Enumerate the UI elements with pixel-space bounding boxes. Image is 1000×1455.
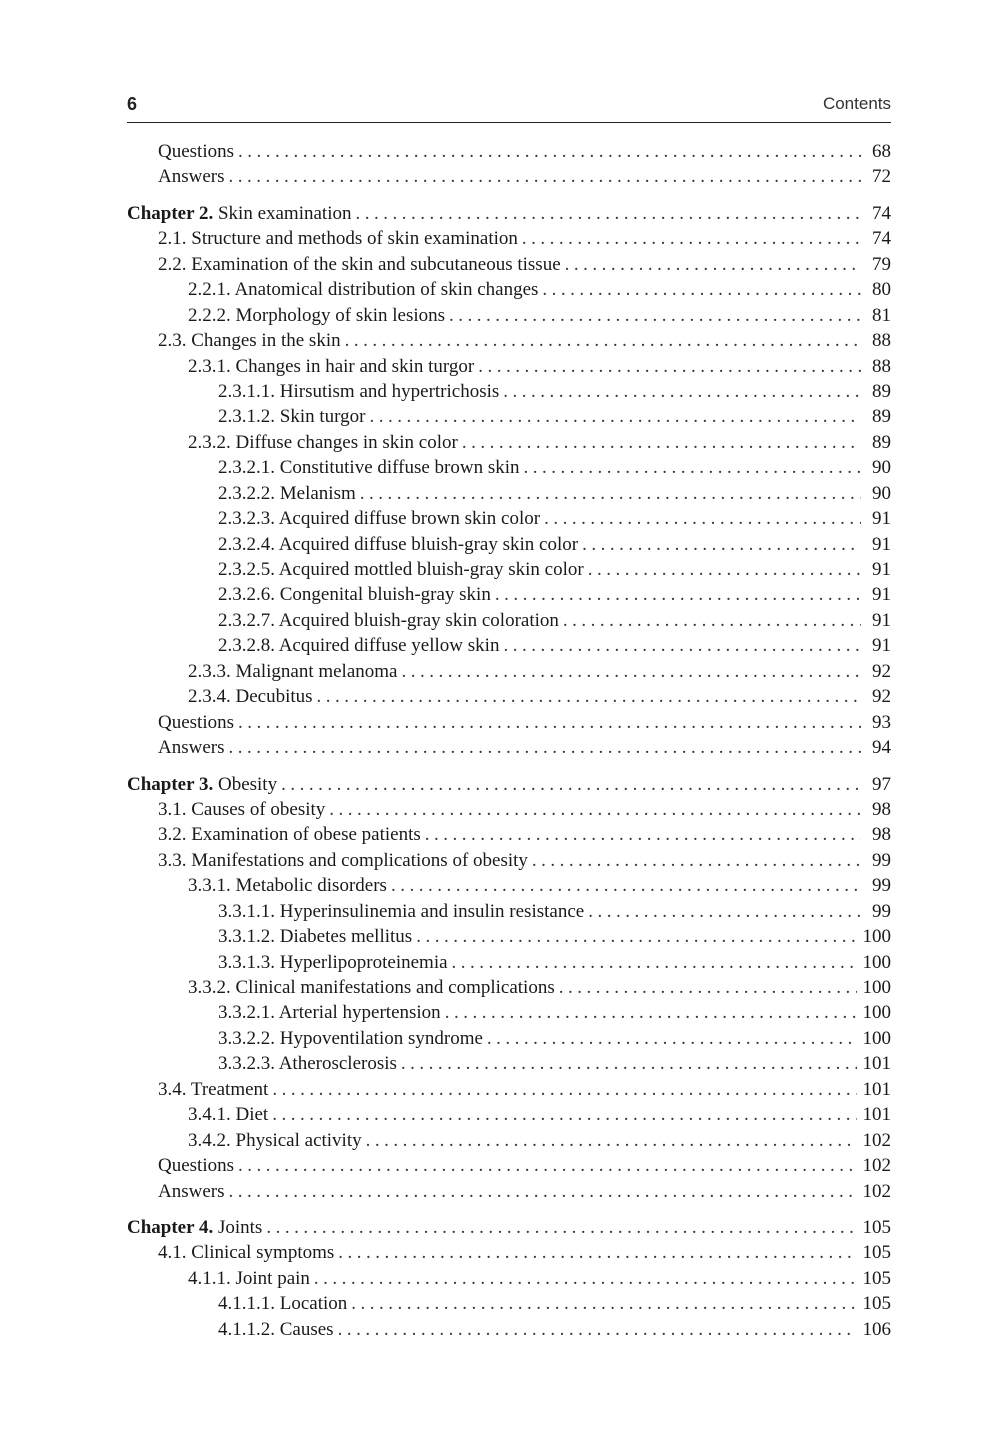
dot-leader: [588, 899, 861, 924]
toc-page-number: 74: [872, 228, 891, 250]
toc-entry[interactable]: [127, 582, 891, 607]
page-header: [127, 92, 891, 123]
toc-entry-title: 2.3.2.1. Constitutive diffuse brown skin: [218, 457, 520, 479]
dot-leader: [351, 1291, 856, 1316]
toc-entry-label: [158, 822, 421, 847]
toc-page-number: 98: [872, 824, 891, 846]
toc-page-number: 100: [862, 1027, 891, 1049]
toc-page-number: 98: [872, 798, 891, 820]
dot-leader: [238, 1153, 857, 1178]
dot-leader: [338, 1240, 856, 1265]
toc-page-number: 101: [862, 1104, 891, 1126]
toc-entry[interactable]: [127, 608, 891, 633]
toc-page-number: 99: [872, 875, 891, 897]
toc-entry[interactable]: [127, 899, 891, 924]
toc-page-number: 94: [872, 737, 891, 759]
dot-leader: [266, 1215, 856, 1240]
toc-entry-label: [127, 201, 351, 226]
toc-entry-title: 4.1.1. Joint pain: [188, 1267, 310, 1289]
toc-page-number: 100: [862, 926, 891, 948]
toc-entry[interactable]: [127, 404, 891, 429]
toc-page-number: 80: [872, 279, 891, 301]
dot-leader: [281, 772, 861, 797]
toc-entry-title: 3.2. Examination of obese patients: [158, 824, 421, 846]
toc-entry[interactable]: [127, 430, 891, 455]
toc-entry-title: 3.3.2.2. Hypoventilation syndrome: [218, 1027, 483, 1049]
toc-entry[interactable]: [127, 975, 891, 1000]
toc-page-number: 91: [872, 635, 891, 657]
toc-entry-title: 3.3.1.1. Hyperinsulinemia and insulin resistance: [218, 900, 585, 922]
dot-leader: [360, 481, 861, 506]
toc-entry-label: [218, 924, 412, 949]
toc-chapter-number: Chapter 2.: [127, 202, 214, 224]
toc-page-number: 102: [862, 1180, 891, 1202]
toc-entry-title: Skin examination: [217, 202, 352, 224]
toc-entry[interactable]: [127, 1026, 891, 1051]
toc-page-number: 97: [872, 773, 891, 795]
toc-entry-label: [218, 557, 584, 582]
toc-entry-label: [158, 1240, 334, 1265]
dot-leader: [425, 822, 861, 847]
toc-page-number: 105: [862, 1242, 891, 1264]
toc-entry-title: Answers: [158, 1180, 225, 1202]
dot-leader: [487, 1026, 857, 1051]
toc-entry-label: [188, 684, 313, 709]
toc-page-number: 89: [872, 431, 891, 453]
toc-entry-title: Answers: [158, 166, 225, 188]
toc-entry-label: [158, 1153, 234, 1178]
toc-entry-label: [158, 710, 234, 735]
dot-leader: [366, 1128, 857, 1153]
toc-entry[interactable]: [127, 735, 891, 760]
toc-page-number: 106: [862, 1318, 891, 1340]
dot-leader: [565, 252, 861, 277]
dot-leader: [563, 608, 861, 633]
toc-page-number: 90: [872, 482, 891, 504]
toc-page-number: 92: [872, 686, 891, 708]
toc-page-number: 89: [872, 380, 891, 402]
toc-entry-title: 2.2.2. Morphology of skin lesions: [188, 304, 446, 326]
toc-entry[interactable]: [127, 1051, 891, 1076]
toc-entry[interactable]: [127, 139, 891, 164]
toc-entry-title: Questions: [158, 1155, 234, 1177]
toc-entry[interactable]: [127, 710, 891, 735]
toc-entry-label: [127, 772, 277, 797]
toc-entry-title: 2.3.1.1. Hirsutism and hypertrichosis: [218, 380, 500, 402]
toc-entry-label: [158, 252, 561, 277]
toc-page-number: 100: [862, 977, 891, 998]
toc-chapter-number: Chapter 4.: [127, 1216, 214, 1238]
toc-entry-label: [218, 455, 520, 480]
toc-page-number: 72: [872, 166, 891, 188]
toc-page-number: 105: [862, 1293, 891, 1315]
toc-page-number: 100: [862, 951, 891, 973]
toc-entry-label: [188, 303, 445, 328]
toc-entry-label: [218, 1291, 347, 1316]
toc-entry-title: Answers: [158, 737, 225, 759]
toc-entry-title: 2.3.2.7. Acquired bluish-gray skin coloration: [218, 609, 559, 631]
toc-entry-label: [218, 481, 356, 506]
toc-entry[interactable]: [127, 481, 891, 506]
dot-leader: [588, 557, 861, 582]
toc-entry[interactable]: [127, 1179, 891, 1204]
toc-entry[interactable]: [127, 164, 891, 189]
dot-leader: [238, 139, 861, 164]
dot-leader: [416, 924, 856, 949]
dot-leader: [229, 1179, 857, 1204]
toc-entry-title: 3.3. Manifestations and complications of obesity: [158, 849, 528, 871]
toc-entry-label: [188, 277, 538, 302]
dot-leader: [532, 848, 861, 873]
toc-entry-label: [218, 404, 365, 429]
toc-entry-title: 3.4.2. Physical activity: [188, 1129, 362, 1151]
toc-entry-title: 3.3.1. Metabolic disorders: [188, 875, 387, 897]
toc-entry[interactable]: [127, 303, 891, 328]
toc-entry[interactable]: [127, 1266, 891, 1291]
toc-entry-title: 3.4. Treatment: [158, 1078, 269, 1100]
toc-page-number: 101: [862, 1078, 891, 1100]
toc-entry[interactable]: [127, 506, 891, 531]
toc-entry[interactable]: [127, 797, 891, 822]
toc-entry-label: [188, 354, 474, 379]
toc-entry[interactable]: [127, 277, 891, 302]
toc-entry-label: [218, 950, 448, 975]
toc-page-number: 92: [872, 660, 891, 682]
toc-entry-title: 2.2. Examination of the skin and subcutaneous tissue: [158, 253, 561, 275]
toc-entry-title: 2.3.1.2. Skin turgor: [218, 406, 366, 428]
dot-leader: [449, 303, 861, 328]
toc-entry[interactable]: [127, 1317, 891, 1342]
dot-leader: [345, 328, 861, 353]
toc-entry[interactable]: [127, 684, 891, 709]
toc-entry-title: 2.3.2.3. Acquired diffuse brown skin color: [218, 508, 541, 530]
toc-entry[interactable]: [127, 1102, 891, 1127]
dot-leader: [391, 873, 861, 898]
toc-page-number: 68: [872, 141, 891, 162]
toc-entry-label: [158, 226, 518, 251]
dot-leader: [522, 226, 861, 251]
toc-entry[interactable]: [127, 557, 891, 582]
dot-leader: [272, 1077, 856, 1102]
toc-entry[interactable]: [127, 1153, 891, 1178]
dot-leader: [317, 684, 861, 709]
toc-entry-label: [218, 1051, 397, 1076]
dot-leader: [369, 404, 861, 429]
dot-leader: [462, 430, 861, 455]
toc-page-number: 88: [872, 355, 891, 377]
toc-entry[interactable]: [127, 1077, 891, 1102]
toc-entry-label: [188, 975, 555, 1000]
toc-entry[interactable]: [127, 924, 891, 949]
toc-entry-label: [158, 735, 225, 760]
toc-entry-title: 2.3.4. Decubitus: [188, 686, 313, 708]
toc-page-number: 93: [872, 711, 891, 733]
toc-entry-label: [218, 633, 499, 658]
toc-page-number: 99: [872, 849, 891, 871]
toc-page-number: 74: [872, 202, 891, 224]
toc-entry[interactable]: [127, 822, 891, 847]
toc-entry[interactable]: [127, 848, 891, 873]
toc-entry-title: 2.3.2.5. Acquired mottled bluish-gray skin color: [218, 559, 584, 580]
dot-leader: [478, 354, 861, 379]
toc-entry-title: 3.1. Causes of obesity: [158, 798, 326, 820]
toc-entry-title: Obesity: [217, 773, 278, 795]
toc-page-number: 100: [862, 1002, 891, 1024]
toc-entry[interactable]: [127, 1000, 891, 1025]
toc-chapter-entry[interactable]: [127, 772, 891, 797]
toc-entry-title: 2.3.2. Diffuse changes in skin color: [188, 431, 458, 453]
dot-leader: [582, 532, 861, 557]
toc-page-number: 99: [872, 900, 891, 922]
toc-entry-title: Joints: [217, 1216, 263, 1238]
toc-entry-title: 4.1.1.1. Location: [218, 1293, 348, 1315]
toc-entry[interactable]: [127, 379, 891, 404]
toc-entry-title: 2.3.2.2. Melanism: [218, 482, 356, 504]
dot-leader: [445, 1000, 857, 1025]
toc-entry-label: [218, 608, 559, 633]
toc-entry-label: [188, 430, 458, 455]
toc-entry-label: [218, 379, 499, 404]
toc-entry-label: [218, 532, 578, 557]
dot-leader: [544, 506, 861, 531]
toc-entry[interactable]: [127, 659, 891, 684]
toc-page-number: 88: [872, 330, 891, 352]
dot-leader: [524, 455, 861, 480]
toc-page-number: 105: [862, 1216, 891, 1238]
toc-page-number: 79: [872, 253, 891, 275]
dot-leader: [338, 1317, 857, 1342]
toc-entry[interactable]: [127, 1128, 891, 1153]
toc-entry-title: Questions: [158, 711, 234, 733]
toc-entry-label: [158, 1077, 268, 1102]
dot-leader: [542, 277, 861, 302]
toc-entry-label: [158, 1179, 225, 1204]
toc-entry-label: [158, 797, 325, 822]
toc-entry-label: [158, 164, 225, 189]
toc-entry-title: 3.3.1.2. Diabetes mellitus: [218, 926, 413, 948]
toc-page-number: 91: [872, 533, 891, 555]
toc-entry-title: 3.3.2.1. Arterial hypertension: [218, 1002, 441, 1024]
toc-entry-label: [127, 1215, 262, 1240]
toc-entry-title: 4.1.1.2. Causes: [218, 1318, 334, 1340]
toc-page-number: 81: [872, 304, 891, 326]
dot-leader: [314, 1266, 857, 1291]
dot-leader: [503, 379, 861, 404]
running-title: Contents: [822, 94, 891, 113]
dot-leader: [503, 633, 861, 658]
toc-entry-title: 2.3.2.6. Congenital bluish-gray skin: [218, 584, 491, 606]
toc-entry-label: [188, 1266, 310, 1291]
toc-entry-title: 4.1. Clinical symptoms: [158, 1242, 335, 1264]
dot-leader: [401, 659, 861, 684]
dot-leader: [229, 735, 862, 760]
toc-entry-title: 2.3.2.8. Acquired diffuse yellow skin: [218, 635, 500, 657]
toc-chapter-entry[interactable]: [127, 201, 891, 226]
toc-entry-label: [218, 1317, 334, 1342]
toc-page-number: 91: [872, 559, 891, 580]
dot-leader: [272, 1102, 856, 1127]
toc-entry-label: [188, 659, 397, 684]
toc-entry-title: 2.3.3. Malignant melanoma: [188, 660, 398, 682]
toc-entry-label: [188, 1128, 362, 1153]
toc-page-number: 89: [872, 406, 891, 428]
toc-entry-title: 2.3.2.4. Acquired diffuse bluish-gray skin color: [218, 533, 579, 555]
toc-entry-label: [188, 1102, 268, 1127]
toc-entry[interactable]: [127, 873, 891, 898]
toc-entry-title: 3.4.1. Diet: [188, 1104, 269, 1126]
toc-entry[interactable]: [127, 633, 891, 658]
toc-entry-label: [158, 139, 234, 164]
toc-entry[interactable]: [127, 532, 891, 557]
toc-entry[interactable]: [127, 252, 891, 277]
toc-entry[interactable]: [127, 950, 891, 975]
dot-leader: [452, 950, 857, 975]
toc-entry-title: 3.3.2.3. Atherosclerosis: [218, 1053, 397, 1075]
toc-page-number: 105: [862, 1267, 891, 1289]
toc-page-number: 91: [872, 609, 891, 631]
toc-entry-title: 2.3.1. Changes in hair and skin turgor: [188, 355, 475, 377]
toc-entry-label: [218, 1000, 441, 1025]
toc-page-number: 102: [862, 1155, 891, 1177]
toc-page-number: 101: [862, 1053, 891, 1075]
toc-page-number: 91: [872, 508, 891, 530]
toc-entry-label: [218, 506, 540, 531]
toc-page-number: 102: [862, 1129, 891, 1151]
toc-entry-label: [188, 873, 387, 898]
dot-leader: [559, 975, 857, 1000]
dot-leader: [238, 710, 861, 735]
dot-leader: [229, 164, 862, 189]
toc-entry-title: 2.2.1. Anatomical distribution of skin changes: [188, 279, 539, 301]
page-number: 6: [127, 94, 138, 114]
table-of-contents: [127, 139, 891, 1342]
toc-chapter-number: Chapter 3.: [127, 773, 214, 795]
toc-entry-title: Questions: [158, 141, 234, 162]
toc-page-number: 91: [872, 584, 891, 606]
toc-entry[interactable]: [127, 1240, 891, 1265]
dot-leader: [355, 201, 861, 226]
toc-entry-label: [158, 328, 341, 353]
toc-entry-title: 2.1. Structure and methods of skin examination: [158, 228, 518, 250]
toc-entry[interactable]: [127, 226, 891, 251]
toc-entry-label: [158, 848, 528, 873]
toc-chapter-entry[interactable]: [127, 1215, 891, 1240]
toc-entry[interactable]: [127, 1291, 891, 1316]
toc-entry-label: [218, 899, 584, 924]
toc-entry-title: 3.3.1.3. Hyperlipoproteinemia: [218, 951, 448, 973]
dot-leader: [495, 582, 861, 607]
toc-entry-title: 3.3.2. Clinical manifestations and complications: [188, 977, 555, 998]
toc-entry-title: 2.3. Changes in the skin: [158, 330, 341, 352]
toc-entry-label: [218, 1026, 483, 1051]
toc-entry[interactable]: [127, 455, 891, 480]
toc-entry-label: [218, 582, 491, 607]
toc-page-number: 90: [872, 457, 891, 479]
toc-entry[interactable]: [127, 328, 891, 353]
dot-leader: [329, 797, 861, 822]
dot-leader: [401, 1051, 857, 1076]
toc-entry[interactable]: [127, 354, 891, 379]
